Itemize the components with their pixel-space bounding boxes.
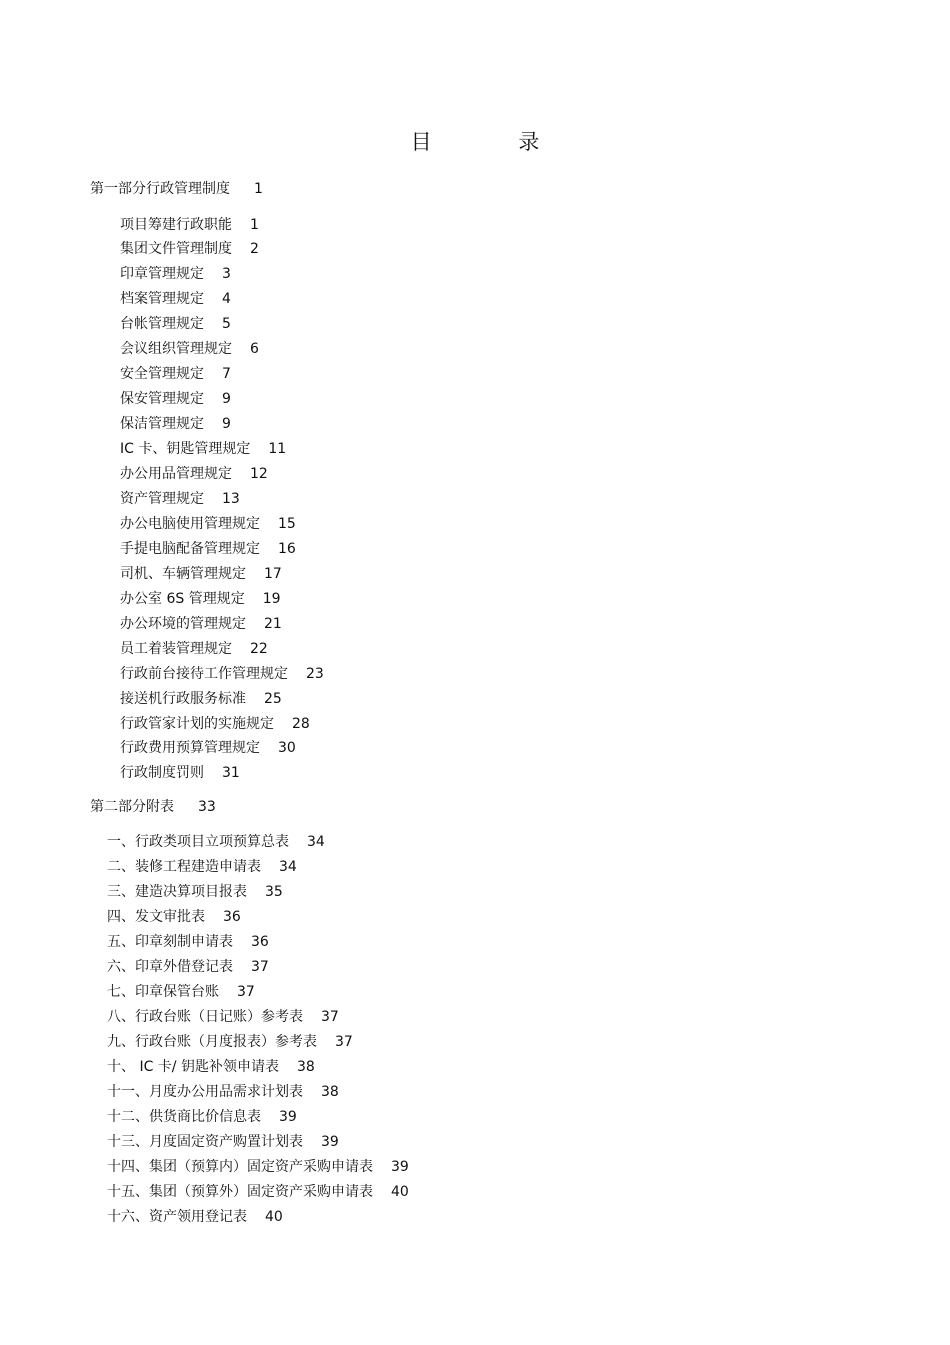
toc-entry-label: 行政费用预算管理规定: [120, 740, 260, 757]
toc-page-number: 19: [262, 590, 281, 607]
toc-entry[interactable]: [107, 1132, 339, 1152]
toc-entry-label: 办公电脑使用管理规定: [120, 515, 260, 532]
toc-entry[interactable]: [107, 982, 255, 1002]
toc-entry-label: 手提电脑配备管理规定: [120, 540, 260, 557]
toc-page-number: 40: [265, 1208, 283, 1225]
toc-page-number: 34: [307, 834, 325, 851]
toc-entry[interactable]: [120, 714, 310, 734]
toc-entry[interactable]: [107, 1157, 409, 1177]
toc-page-number: 37: [251, 959, 269, 976]
toc-entry-label: 九、行政台账（月度报表）参考表: [107, 1034, 317, 1050]
toc-page-number: 23: [306, 665, 324, 682]
toc-page-number: 34: [279, 859, 297, 876]
toc-entry[interactable]: [120, 564, 282, 584]
toc-entry[interactable]: [120, 289, 231, 309]
toc-page-number: 36: [251, 934, 269, 951]
toc-entry-label: 办公室 6S 管理规定: [120, 590, 245, 607]
toc-entry-label: 十一、月度办公用品需求计划表: [107, 1083, 303, 1100]
toc-page-number: 37: [335, 1034, 353, 1050]
toc-entry-label: 办公环境的管理规定: [120, 615, 246, 632]
toc-entry[interactable]: [107, 832, 325, 852]
toc-entry-label: 一、行政类项目立项预算总表: [107, 834, 289, 851]
toc-entry-label: 十三、月度固定资产购置计划表: [107, 1133, 303, 1150]
toc-entry[interactable]: [120, 614, 282, 634]
toc-entry-label: 集团文件管理制度: [120, 241, 232, 258]
toc-page-number: 37: [321, 1009, 339, 1026]
toc-page-number: 22: [250, 640, 268, 657]
toc-page-number: 38: [321, 1083, 339, 1100]
toc-page-number: 31: [222, 765, 240, 782]
toc-page-number: 7: [222, 366, 231, 383]
toc-entry[interactable]: [120, 314, 231, 334]
toc-entry-label: 七、印章保管台账: [107, 984, 219, 1001]
toc-part-heading[interactable]: [90, 179, 263, 199]
toc-page-number: 6: [250, 341, 259, 358]
toc-page-number: 2: [250, 241, 259, 258]
toc-page-number: 3: [222, 266, 231, 283]
toc-entry-label: 第一部分行政管理制度: [90, 181, 230, 197]
toc-entry[interactable]: [120, 514, 296, 534]
toc-entry-label: 接送机行政服务标准: [120, 690, 246, 707]
toc-page-number: 33: [198, 798, 216, 815]
page-title: 目 录: [410, 130, 580, 154]
toc-entry[interactable]: [120, 639, 268, 659]
toc-entry-label: 安全管理规定: [120, 366, 204, 383]
toc-page-number: 1: [250, 216, 259, 233]
toc-entry-label: 十六、资产领用登记表: [107, 1208, 247, 1225]
toc-entry[interactable]: [120, 464, 268, 484]
toc-page-number: 15: [278, 515, 296, 532]
toc-page-number: 9: [222, 391, 231, 408]
toc-entry-label: 十二、供货商比价信息表: [107, 1108, 261, 1125]
toc-entry[interactable]: [107, 1182, 409, 1202]
toc-entry-label: 办公用品管理规定: [120, 466, 232, 482]
toc-entry[interactable]: [120, 763, 240, 783]
toc-entry[interactable]: [120, 664, 324, 684]
toc-entry-label: 十四、集团（预算内）固定资产采购申请表: [107, 1158, 373, 1175]
toc-entry-label: 印章管理规定: [120, 266, 204, 283]
toc-entry[interactable]: [120, 339, 259, 359]
toc-page-number: 39: [321, 1133, 339, 1150]
toc-page-number: 21: [264, 615, 282, 632]
toc-entry[interactable]: [107, 1032, 353, 1052]
toc-entry[interactable]: [120, 389, 231, 409]
toc-entry-label: 四、发文审批表: [107, 909, 205, 926]
toc-entry[interactable]: [120, 589, 281, 609]
toc-entry-label: 保安管理规定: [120, 391, 204, 408]
toc-page-number: 35: [265, 884, 283, 901]
toc-entry-label: 员工着装管理规定: [120, 640, 232, 657]
toc-page-number: 40: [391, 1183, 409, 1200]
toc-entry[interactable]: [107, 1082, 339, 1102]
toc-page-number: 25: [264, 690, 282, 707]
toc-entry-label: 资产管理规定: [120, 490, 204, 507]
toc-entry-label: 保洁管理规定: [120, 416, 204, 433]
toc-page-number: 16: [278, 540, 296, 557]
toc-entry[interactable]: [107, 882, 283, 902]
toc-entry[interactable]: [107, 1007, 339, 1027]
toc-page-number: 13: [222, 490, 240, 507]
toc-entry-label: 行政前台接待工作管理规定: [120, 665, 288, 682]
toc-page-number: 1: [254, 181, 263, 197]
toc-entry[interactable]: [120, 738, 296, 758]
toc-entry[interactable]: [120, 689, 282, 709]
toc-page-number: 9: [222, 416, 231, 433]
toc-entry[interactable]: [120, 264, 231, 284]
toc-entry[interactable]: [107, 932, 269, 952]
toc-entry-label: 二、装修工程建造申请表: [107, 859, 261, 876]
toc-page-number: 39: [391, 1158, 409, 1175]
toc-entry-label: 行政制度罚则: [120, 765, 204, 782]
toc-entry-label: 八、行政台账（日记账）参考表: [107, 1009, 303, 1026]
toc-entry[interactable]: [107, 1207, 283, 1227]
toc-page-number: 11: [268, 441, 287, 458]
toc-entry-label: 项目筹建行政职能: [120, 216, 232, 233]
toc-page-number: 4: [222, 291, 231, 308]
toc-entry-label: 档案管理规定: [120, 291, 204, 308]
toc-entry-label: IC 卡、钥匙管理规定: [120, 441, 251, 458]
toc-entry-label: 会议组织管理规定: [120, 341, 232, 358]
toc-entry[interactable]: [120, 489, 240, 509]
toc-entry-label: 行政管家计划的实施规定: [120, 715, 274, 732]
toc-page-number: 30: [278, 740, 296, 757]
toc-entry-label: 三、建造决算项目报表: [107, 884, 247, 901]
toc-page-number: 5: [222, 316, 231, 333]
toc-entry[interactable]: [120, 539, 296, 559]
toc-page-number: 12: [250, 466, 268, 482]
toc-page-number: 39: [279, 1108, 297, 1125]
toc-entry-label: 司机、车辆管理规定: [120, 565, 246, 582]
toc-entry-label: 台帐管理规定: [120, 316, 204, 333]
toc-entry-label: 六、印章外借登记表: [107, 959, 233, 976]
toc-entry[interactable]: [107, 1107, 297, 1127]
toc-page-number: 37: [237, 984, 255, 1001]
toc-entry[interactable]: [120, 414, 231, 434]
toc-entry[interactable]: [120, 439, 286, 459]
toc-page-number: 36: [223, 909, 241, 926]
toc-part-heading[interactable]: [90, 797, 216, 817]
toc-entry[interactable]: [107, 1057, 315, 1077]
toc-entry[interactable]: [120, 239, 259, 259]
toc-entry-label: 十五、集团（预算外）固定资产采购申请表: [107, 1183, 373, 1200]
toc-entry[interactable]: [107, 957, 269, 977]
toc-entry[interactable]: [107, 907, 241, 927]
toc-entry-label: 十、 IC 卡/ 钥匙补领申请表: [107, 1058, 279, 1075]
toc-entry[interactable]: [107, 857, 297, 877]
toc-entry-label: 第二部分附表: [90, 798, 174, 815]
toc-entry[interactable]: [120, 364, 231, 384]
toc-page-number: 28: [292, 715, 310, 732]
toc-page-number: 38: [296, 1058, 315, 1075]
toc-entry-label: 五、印章刻制申请表: [107, 934, 233, 951]
toc-page-number: 17: [264, 565, 282, 582]
toc-entry[interactable]: [120, 215, 259, 235]
